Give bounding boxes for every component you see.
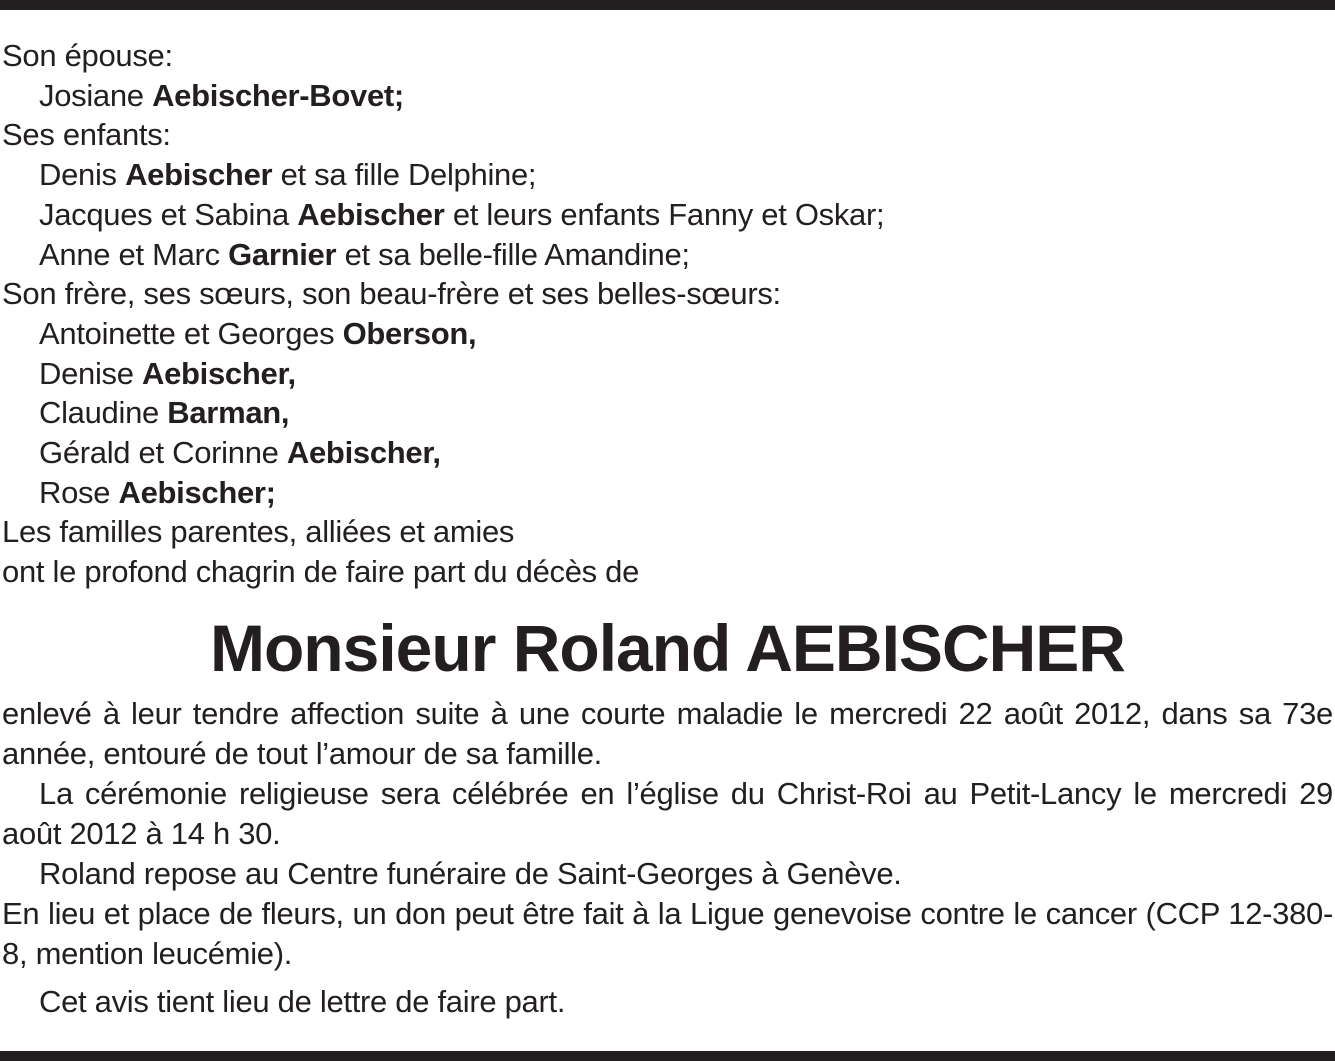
family-line-text: Denise bbox=[39, 355, 143, 391]
family-line bbox=[2, 76, 1333, 116]
family-line bbox=[2, 552, 1333, 592]
family-line-text: Gérald et Corinne bbox=[39, 435, 287, 471]
family-line-text: Anne et Marc bbox=[39, 236, 229, 272]
paragraph-text: Roland repose au Centre funéraire de Saint-Georges à Genève. bbox=[39, 855, 902, 891]
closing-text: Cet avis tient lieu de lettre de faire part. bbox=[39, 983, 566, 1019]
family-line-text: Jacques et Sabina bbox=[39, 196, 298, 232]
family-line-text: Denis bbox=[39, 157, 126, 193]
announcement-body bbox=[2, 694, 1333, 974]
family-line-text: Son épouse: bbox=[2, 38, 173, 73]
paragraph-text: La cérémonie religieuse sera célébrée en l’église du Christ-Roi au Petit-Lancy le mercredi 29 août 2012 à 14 h 30. bbox=[2, 775, 1333, 851]
family-surname: Aebischer bbox=[297, 196, 445, 232]
family-line-text: Rose bbox=[39, 474, 119, 510]
family-line bbox=[2, 195, 1333, 235]
family-line-suffix: et leurs enfants Fanny et Oskar; bbox=[444, 196, 885, 232]
family-line-text: Josiane bbox=[39, 77, 153, 113]
family-surname: Garnier bbox=[228, 236, 337, 272]
family-surname: Aebischer bbox=[125, 157, 273, 193]
closing-line bbox=[2, 982, 1333, 1022]
family-surname: Aebischer, bbox=[142, 355, 296, 391]
family-line bbox=[2, 115, 1333, 155]
family-line-text: ont le profond chagrin de faire part du décès de bbox=[2, 554, 640, 590]
family-line-text: Claudine bbox=[39, 395, 168, 431]
family-line-text: Ses enfants: bbox=[2, 117, 171, 153]
family-surname: Barman, bbox=[167, 395, 290, 431]
family-line-text: Son frère, ses sœurs, son beau-frère et ses belles-sœurs: bbox=[2, 276, 781, 312]
family-line bbox=[2, 354, 1333, 394]
paragraph-text: En lieu et place de fleurs, un don peut être fait à la Ligue genevoise contre le cancer (CCP 12-380-8, mention leucémie). bbox=[2, 895, 1333, 971]
obituary-notice bbox=[2, 36, 1333, 1022]
family-line bbox=[2, 433, 1333, 473]
family-surname: Oberson, bbox=[342, 315, 477, 351]
family-line-text: Antoinette et Georges bbox=[39, 315, 343, 351]
family-surname: Aebischer-Bovet; bbox=[152, 77, 404, 113]
family-line bbox=[2, 274, 1333, 314]
announcement-paragraph bbox=[2, 694, 1333, 774]
top-rule bbox=[0, 0, 1335, 10]
deceased-name: Monsieur Roland AEBISCHER bbox=[210, 610, 1125, 685]
family-line bbox=[2, 473, 1333, 513]
family-line bbox=[2, 393, 1333, 433]
announcement-paragraph bbox=[2, 854, 1333, 894]
family-line-suffix: et sa belle-fille Amandine; bbox=[336, 236, 690, 272]
family-line bbox=[2, 36, 1333, 76]
family-line bbox=[2, 512, 1333, 552]
family-line bbox=[2, 155, 1333, 195]
announcement-paragraph bbox=[2, 774, 1333, 854]
paragraph-text: enlevé à leur tendre affection suite à une courte maladie le mercredi 22 août 2012, dans sa 73e année, entouré de tout l’amour de sa famille. bbox=[2, 695, 1333, 771]
family-line bbox=[2, 235, 1333, 275]
family-line-suffix: et sa fille Delphine; bbox=[272, 157, 537, 193]
family-line-text: Les familles parentes, alliées et amies bbox=[2, 514, 515, 550]
family-line bbox=[2, 314, 1333, 354]
family-surname: Aebischer, bbox=[286, 435, 441, 471]
bottom-rule bbox=[0, 1051, 1335, 1061]
family-surname: Aebischer; bbox=[118, 474, 276, 510]
announcement-paragraph bbox=[2, 894, 1333, 974]
family-list bbox=[2, 36, 1333, 592]
